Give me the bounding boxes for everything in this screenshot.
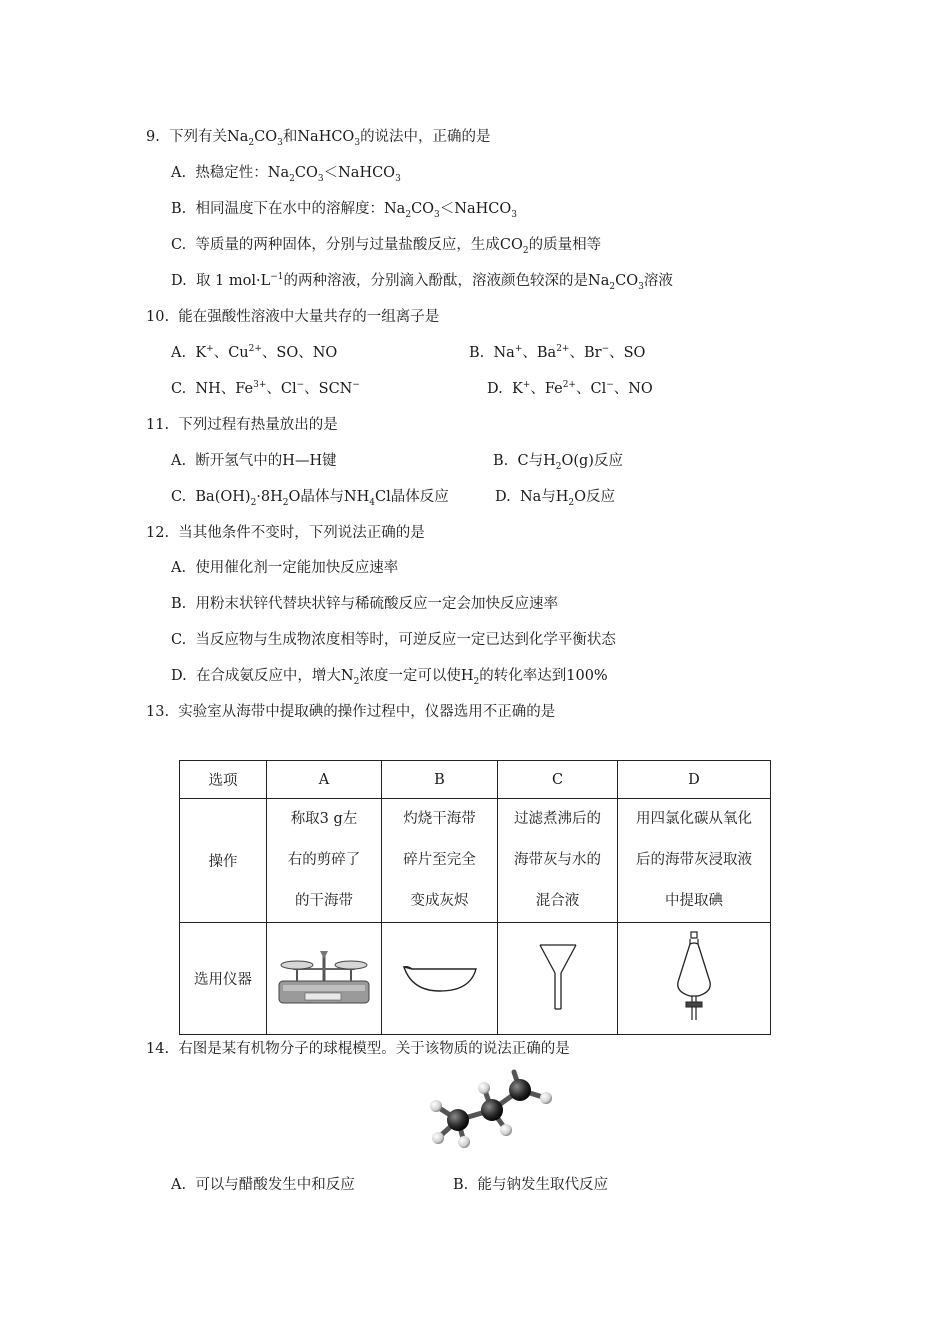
table-row-instrument xyxy=(180,923,771,1035)
row-label-instrument: 选用仪器 xyxy=(180,923,267,1035)
header-cell: B xyxy=(382,761,498,799)
q9-stem: 9. 下列有关$Na_2CO_3$和NaHCO$_3$的说法中，正确的是 xyxy=(146,129,491,148)
q12-option-c: C. 当反应物与生成物浓度相等时，可逆反应一定已达到化学平衡状态 xyxy=(171,632,616,648)
q14-option-a: A. 可以与醋酸发生中和反应 xyxy=(171,1177,355,1193)
operation-cell-b: 灼烧干海带 碎片至完全 变成灰烬 xyxy=(382,799,498,923)
q9-option-a: A. 热稳定性：$Na_2CO_3<NaHCO_3$ xyxy=(171,165,401,184)
header-cell: 选项 xyxy=(180,761,267,799)
q11-stem: 11. 下列过程有热量放出的是 xyxy=(146,417,338,433)
table-row-operation xyxy=(180,799,771,923)
q10-option-a: A. K+、$Cu^{2+}$、SO、NO xyxy=(171,344,338,361)
table-header-row xyxy=(180,761,771,799)
q12-option-d: D. 在合成氨反应中，增大$N_2$浓度一定可以使$H_2$的转化率达到100% xyxy=(171,668,608,687)
q10-option-b: B. Na+、$Ba^{2+}$、Br−、SO xyxy=(469,344,646,361)
q10-option-c: C. NH、$Fe^{3+}$、Cl−、SCN− xyxy=(171,380,360,397)
q11-option-d: D. Na与$H_2O$反应 xyxy=(495,489,616,508)
separatory-funnel-icon xyxy=(674,930,714,1024)
header-cell: D xyxy=(618,761,771,799)
q9-option-d: D. 取 1 $mol\cdot L^{-1}$的两种溶液，分别滴入酚酞，溶液颜色较深的是$Na_2CO_3$溶液 xyxy=(171,272,673,292)
q11-option-c: C. $Ba(OH)_2\cdot 8H_2O$晶体与$NH_4Cl$晶体反应 xyxy=(171,489,449,508)
q13-operations-table xyxy=(179,760,771,1035)
header-cell: A xyxy=(267,761,382,799)
balance-icon xyxy=(275,945,373,1009)
instrument-cell-a xyxy=(267,923,382,1035)
q12-option-a: A. 使用催化剂一定能加快反应速率 xyxy=(171,560,399,576)
q14-option-b: B. 能与钠发生取代反应 xyxy=(453,1177,608,1193)
ball-and-stick-molecule-icon xyxy=(424,1068,564,1150)
header-cell: C xyxy=(498,761,618,799)
q9-option-b: B. 相同温度下在水中的溶解度：$Na_2CO_3<NaHCO_3$ xyxy=(171,201,517,220)
q12-option-b: B. 用粉末状锌代替块状锌与稀硫酸反应一定会加快反应速率 xyxy=(171,596,558,612)
row-label-operation: 操作 xyxy=(180,799,267,923)
q10-stem: 10. 能在强酸性溶液中大量共存的一组离子是 xyxy=(146,309,440,325)
funnel-icon xyxy=(538,941,578,1013)
q10-option-d: D. K+、$Fe^{2+}$、Cl−、NO xyxy=(487,380,653,397)
instrument-cell-b xyxy=(382,923,498,1035)
instrument-cell-c xyxy=(498,923,618,1035)
q13-stem: 13. 实验室从海带中提取碘的操作过程中，仪器选用不正确的是 xyxy=(146,704,556,720)
operation-cell-d: 用四氯化碳从氧化 后的海带灰浸取液 中提取碘 xyxy=(618,799,771,923)
q11-option-a: A. 断开氢气中的H—H键 xyxy=(171,453,337,469)
q12-stem: 12. 当其他条件不变时，下列说法正确的是 xyxy=(146,525,425,541)
q14-stem: 14. 右图是某有机物分子的球棍模型。关于该物质的说法正确的是 xyxy=(146,1041,570,1057)
operation-cell-c: 过滤煮沸后的 海带灰与水的 混合液 xyxy=(498,799,618,923)
operation-cell-a: 称取3 g左 右的剪碎了 的干海带 xyxy=(267,799,382,923)
q9-option-c: C. 等质量的两种固体，分别与过量盐酸反应，生成$CO_2$的质量相等 xyxy=(171,237,602,256)
evaporating-dish-icon xyxy=(400,957,480,997)
q11-option-b: B. C与$H_2O(g)$反应 xyxy=(493,453,623,472)
instrument-cell-d xyxy=(618,923,771,1035)
